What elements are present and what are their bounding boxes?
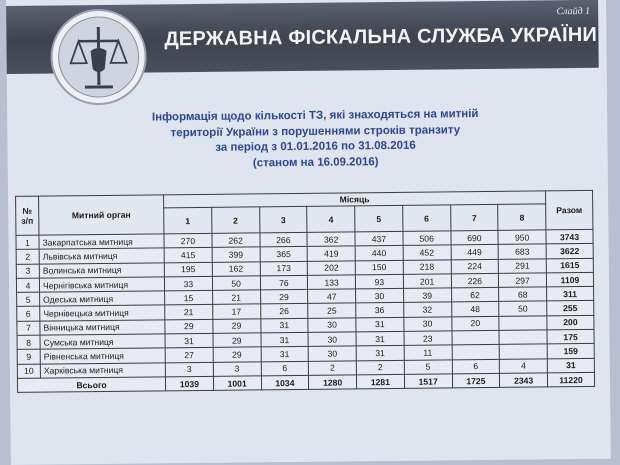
month-value: 270 (164, 233, 212, 248)
month-value: 31 (356, 331, 404, 346)
month-value: 950 (498, 230, 546, 245)
month-value: 297 (499, 273, 547, 288)
info-heading (107, 107, 524, 173)
row-total: 31 (547, 358, 594, 373)
customs-name: Рівненська митниця (40, 348, 165, 364)
month-value: 690 (450, 230, 498, 245)
month-value: 31 (356, 346, 404, 361)
customs-name: Львівська митниця (39, 248, 164, 264)
month-value: 47 (308, 289, 356, 304)
month-value: 3 (165, 362, 213, 377)
month-value: 201 (403, 274, 451, 289)
month-value: 20 (451, 316, 499, 331)
customs-name: Сумська митниця (40, 334, 165, 350)
month-value: 30 (308, 346, 356, 361)
col-header-number: № з/п (16, 196, 39, 235)
row-total: 1615 (546, 258, 593, 273)
month-value: 17 (212, 304, 260, 319)
month-value: 2 (356, 360, 404, 375)
month-total: 1280 (309, 375, 357, 390)
month-value: 683 (498, 244, 546, 259)
month-value: 29 (213, 333, 261, 348)
row-number: 1 (16, 235, 39, 250)
month-value: 31 (260, 318, 308, 333)
month-value: 31 (261, 332, 309, 347)
month-value: 218 (403, 259, 451, 274)
month-value: 226 (451, 273, 499, 288)
row-total: 3622 (546, 244, 593, 259)
month-header-1: 1 (164, 207, 212, 233)
month-value: 262 (212, 233, 260, 248)
row-number: 4 (16, 278, 39, 293)
month-value: 5 (404, 360, 452, 375)
month-value: 68 (499, 287, 547, 302)
col-header-org: Митний орган (39, 195, 164, 235)
month-value: 440 (355, 246, 403, 261)
month-value: 39 (403, 288, 451, 303)
month-value: 29 (213, 347, 261, 362)
info-line-4: (станом на 16.09.2016) (252, 155, 379, 169)
customs-name: Закарпатська митниця (39, 234, 164, 250)
month-value: 291 (498, 258, 546, 273)
customs-name: Харківська митниця (40, 363, 165, 379)
month-value: 173 (260, 261, 308, 276)
month-value: 26 (260, 304, 308, 319)
row-number: 7 (17, 321, 40, 336)
month-value: 452 (403, 245, 451, 260)
month-value: 419 (307, 246, 355, 261)
month-value: 25 (308, 303, 356, 318)
month-value: 202 (307, 260, 355, 275)
month-value: 437 (355, 231, 403, 246)
month-value: 162 (212, 261, 260, 276)
transit-table-wrap (15, 190, 597, 393)
row-number: 10 (17, 364, 40, 379)
month-value: 30 (308, 318, 356, 333)
month-value: 21 (212, 290, 260, 305)
totals-label: Всього (17, 377, 165, 393)
month-total: 1034 (261, 375, 309, 390)
row-number: 5 (17, 292, 40, 307)
month-value: 31 (261, 347, 309, 362)
month-value: 362 (307, 232, 355, 247)
month-total: 1039 (165, 376, 213, 391)
month-value: 266 (259, 232, 307, 247)
row-total: 311 (547, 287, 594, 302)
row-number: 3 (16, 264, 39, 279)
month-value: 23 (404, 331, 452, 346)
month-value: 224 (451, 259, 499, 274)
month-header-2: 2 (211, 207, 259, 233)
month-value (499, 344, 547, 359)
month-value (451, 330, 499, 345)
month-value: 29 (260, 290, 308, 305)
month-total: 1001 (213, 376, 261, 391)
customs-name: Чернівецька митниця (40, 305, 165, 321)
month-value: 6 (261, 361, 309, 376)
month-value (499, 330, 547, 345)
row-total: 175 (547, 329, 594, 344)
month-total: 2343 (500, 373, 548, 388)
month-value: 31 (165, 333, 213, 348)
month-value: 32 (403, 302, 451, 317)
month-header-3: 3 (259, 206, 307, 232)
customs-name: Волинська митниця (39, 262, 164, 278)
month-total: 1725 (452, 373, 500, 388)
row-total: 1109 (546, 272, 593, 287)
dfs-emblem-icon (48, 7, 149, 108)
month-value (499, 316, 547, 331)
row-total: 159 (547, 344, 594, 359)
month-value: 30 (404, 317, 452, 332)
grand-total: 11220 (547, 372, 594, 387)
month-header-6: 6 (402, 205, 450, 231)
month-value: 29 (165, 319, 213, 334)
month-header-5: 5 (355, 205, 403, 231)
month-value: 29 (213, 319, 261, 334)
month-value: 76 (260, 275, 308, 290)
row-total: 3743 (546, 229, 593, 244)
month-header-4: 4 (307, 206, 355, 232)
month-value: 30 (356, 289, 404, 304)
month-value: 399 (212, 247, 260, 262)
month-value: 93 (355, 274, 403, 289)
month-header-7: 7 (450, 204, 498, 230)
month-value: 195 (164, 262, 212, 277)
page-title: ДЕРЖАВНА ФІСКАЛЬНА СЛУЖБА УКРАЇНИ (164, 23, 598, 51)
customs-name: Вінницька митниця (40, 320, 165, 336)
month-value (452, 345, 500, 360)
month-header-8: 8 (498, 204, 546, 230)
month-value: 62 (451, 288, 499, 303)
customs-name: Одеська митниця (40, 291, 165, 307)
row-total: 255 (547, 301, 594, 316)
month-value: 15 (165, 291, 213, 306)
row-total: 200 (547, 315, 594, 330)
col-header-month: Місяць (164, 191, 546, 208)
month-value: 36 (356, 303, 404, 318)
month-value: 31 (356, 317, 404, 332)
month-value: 2 (309, 361, 357, 376)
info-line-2: території України з порушеннями строків транзиту (170, 123, 461, 139)
month-value: 48 (451, 302, 499, 317)
month-value: 150 (355, 260, 403, 275)
month-value: 133 (308, 275, 356, 290)
month-value: 21 (165, 305, 213, 320)
row-number: 2 (16, 249, 39, 264)
month-value: 30 (308, 332, 356, 347)
info-line-3: за період з 01.01.2016 по 31.08.2016 (215, 139, 416, 154)
month-total: 1281 (356, 374, 404, 389)
month-value: 4 (500, 359, 548, 374)
month-value: 449 (451, 245, 499, 260)
document-sheet (6, 0, 611, 465)
row-number: 6 (17, 307, 40, 322)
slide-label: Слайд 1 (556, 5, 591, 18)
month-value: 50 (499, 301, 547, 316)
customs-name: Чернігівська митниця (39, 277, 164, 293)
month-value: 11 (404, 345, 452, 360)
info-line-1: Інформація щодо кількості ТЗ, які знаходяться на митній (151, 108, 479, 124)
month-value: 33 (164, 276, 212, 291)
month-value: 27 (165, 348, 213, 363)
row-number: 9 (17, 350, 40, 365)
month-value: 50 (212, 276, 260, 291)
month-value: 506 (403, 231, 451, 246)
month-value: 6 (452, 359, 500, 374)
col-header-total: Разом (546, 190, 593, 229)
month-value: 3 (213, 362, 261, 377)
month-value: 365 (260, 247, 308, 262)
month-total: 1517 (404, 374, 452, 389)
row-number: 8 (17, 335, 40, 350)
month-value: 415 (164, 248, 212, 263)
transit-violations-table (15, 190, 595, 393)
